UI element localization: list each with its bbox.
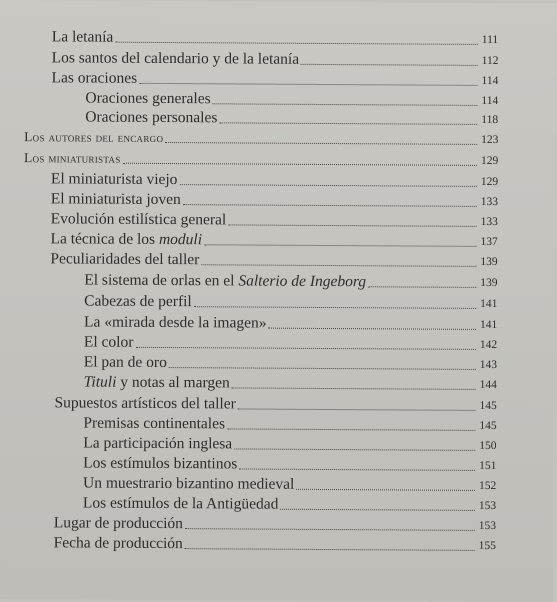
toc-entry xyxy=(83,475,497,496)
toc-entry-title: Cabezas de perfil xyxy=(84,292,192,311)
toc-entry xyxy=(51,210,499,231)
toc-entry-title-prefix: El sistema de orlas en el xyxy=(84,271,239,290)
toc-entry-page: 141 xyxy=(480,297,498,311)
dot-leader xyxy=(238,408,476,410)
toc-entry-page: 139 xyxy=(480,255,498,269)
dot-leader xyxy=(201,264,476,267)
toc-entry xyxy=(52,49,500,70)
toc-entry-page: 144 xyxy=(479,378,497,392)
dot-leader xyxy=(213,103,478,106)
dot-leader xyxy=(185,548,475,551)
dot-leader xyxy=(232,387,476,389)
toc-entry-title: La letanía xyxy=(51,28,114,46)
toc-entry-title xyxy=(84,374,230,393)
toc-entry-title: Premisas continentales xyxy=(83,414,226,433)
toc-entry xyxy=(84,314,498,335)
toc-entry-title: La «mirada desde la imagen» xyxy=(83,313,267,332)
toc-entry-page: 153 xyxy=(478,499,497,513)
toc-entry-title-italic: Tituli xyxy=(83,373,117,391)
toc-entry xyxy=(84,293,498,314)
dot-leader xyxy=(123,163,477,166)
toc-entry-title: Los autores del encargo xyxy=(24,129,164,145)
toc-entry-title: Fecha de producción xyxy=(53,534,183,553)
toc-entry-title: El miniaturista joven xyxy=(50,190,181,209)
toc-entry xyxy=(84,354,498,375)
dot-leader xyxy=(183,204,477,207)
toc-entry xyxy=(51,170,499,191)
toc-entry-title: Las oraciones xyxy=(51,69,138,87)
toc-entry-page: 137 xyxy=(480,235,498,249)
toc-entry-title: Oraciones generales xyxy=(85,89,211,108)
toc-entry-title: Lugar de producción xyxy=(53,514,183,533)
toc-entry xyxy=(83,435,497,456)
dot-leader xyxy=(296,489,475,491)
dot-leader xyxy=(139,83,477,86)
toc-entry-title xyxy=(50,230,202,249)
toc-entry-title: Evolución estilística general xyxy=(50,210,227,229)
toc-entry xyxy=(50,250,498,271)
dot-leader xyxy=(179,184,476,187)
toc-entry-page: 129 xyxy=(480,175,499,189)
toc-entry-page: 145 xyxy=(479,419,497,433)
toc-entry-page: 129 xyxy=(480,154,499,168)
dot-leader xyxy=(135,347,475,350)
dot-leader xyxy=(165,142,477,145)
dot-leader xyxy=(368,286,476,288)
toc-entry xyxy=(54,514,497,535)
toc-entry-page: 151 xyxy=(479,459,497,473)
toc-entry-title-prefix: La técnica de los xyxy=(50,230,160,248)
toc-entry xyxy=(83,455,497,476)
toc-entry-page: 141 xyxy=(479,318,498,332)
toc-entry xyxy=(83,495,497,516)
toc-entry xyxy=(85,90,499,111)
toc-entry xyxy=(83,415,497,436)
toc-entry-page: 150 xyxy=(479,439,497,453)
toc-entry xyxy=(51,69,499,90)
toc-entry-title: El color xyxy=(83,333,134,351)
toc-entry-title-suffix: y notas al margen xyxy=(116,373,230,392)
toc-entry-title: Supuestos artísticos del taller xyxy=(54,394,236,413)
toc-entry-page: 142 xyxy=(479,338,498,352)
toc-entry-title-italic: moduli xyxy=(158,230,203,249)
toc-entry xyxy=(50,230,498,251)
toc-entry-title: Oraciones personales xyxy=(85,108,218,127)
toc-entry xyxy=(51,190,499,211)
toc-entry-page: 143 xyxy=(479,358,498,372)
toc-entry-title xyxy=(84,272,366,292)
dot-leader xyxy=(268,328,476,330)
dot-leader xyxy=(169,367,476,370)
toc-entry-title-italic: Salterio de Ingeborg xyxy=(238,272,367,291)
dot-leader xyxy=(301,64,478,66)
toc-entry-page: 153 xyxy=(478,519,497,533)
dot-leader xyxy=(219,122,477,125)
toc-entry-page: 118 xyxy=(481,113,499,127)
toc-entry xyxy=(84,272,498,293)
toc-entry xyxy=(24,149,499,170)
toc-entry-title: Los miniaturistas xyxy=(23,150,121,166)
toc-entry-page: 133 xyxy=(480,215,498,229)
toc-entry-title: La participación inglesa xyxy=(83,434,233,453)
toc-entry-page: 123 xyxy=(481,133,499,147)
toc-entry-title: Los santos del calendario y de la letanía xyxy=(51,49,300,68)
dot-leader xyxy=(115,42,477,45)
toc-entry-title: El pan de oro xyxy=(83,353,167,372)
dot-leader xyxy=(280,509,475,511)
toc-entry-title: Un muestrario bizantino medieval xyxy=(82,474,295,493)
dot-leader xyxy=(228,224,476,227)
toc-entry xyxy=(84,374,498,395)
dot-leader xyxy=(204,244,476,247)
toc-entry-page: 152 xyxy=(479,479,497,493)
toc-entry-title: Peculiaridades del taller xyxy=(50,250,200,269)
toc-entry-page: 114 xyxy=(481,94,499,108)
toc-entry xyxy=(84,334,498,355)
dot-leader xyxy=(194,306,476,309)
dot-leader xyxy=(239,468,475,470)
toc-entry-title: El miniaturista viejo xyxy=(50,170,178,189)
toc-entry-page: 139 xyxy=(480,276,498,290)
toc-entry xyxy=(85,109,499,130)
toc-entry-page: 145 xyxy=(479,399,497,413)
dot-leader xyxy=(185,528,475,531)
toc-entry-title: Los estímulos de la Antigüedad xyxy=(82,494,279,513)
toc-entry-page: 111 xyxy=(481,33,499,47)
dot-leader xyxy=(227,428,475,431)
dot-leader xyxy=(234,448,475,450)
toc-entry-page: 112 xyxy=(481,54,499,68)
toc-entry xyxy=(54,534,497,555)
toc-entry-page: 133 xyxy=(480,195,499,209)
toc-entry-page: 114 xyxy=(481,74,499,88)
toc-entry-page: 155 xyxy=(478,539,496,553)
toc-entry xyxy=(52,28,500,49)
toc-entry-title: Los estímulos bizantinos xyxy=(83,454,238,473)
toc-entry xyxy=(54,394,497,415)
toc-entry xyxy=(24,128,499,149)
